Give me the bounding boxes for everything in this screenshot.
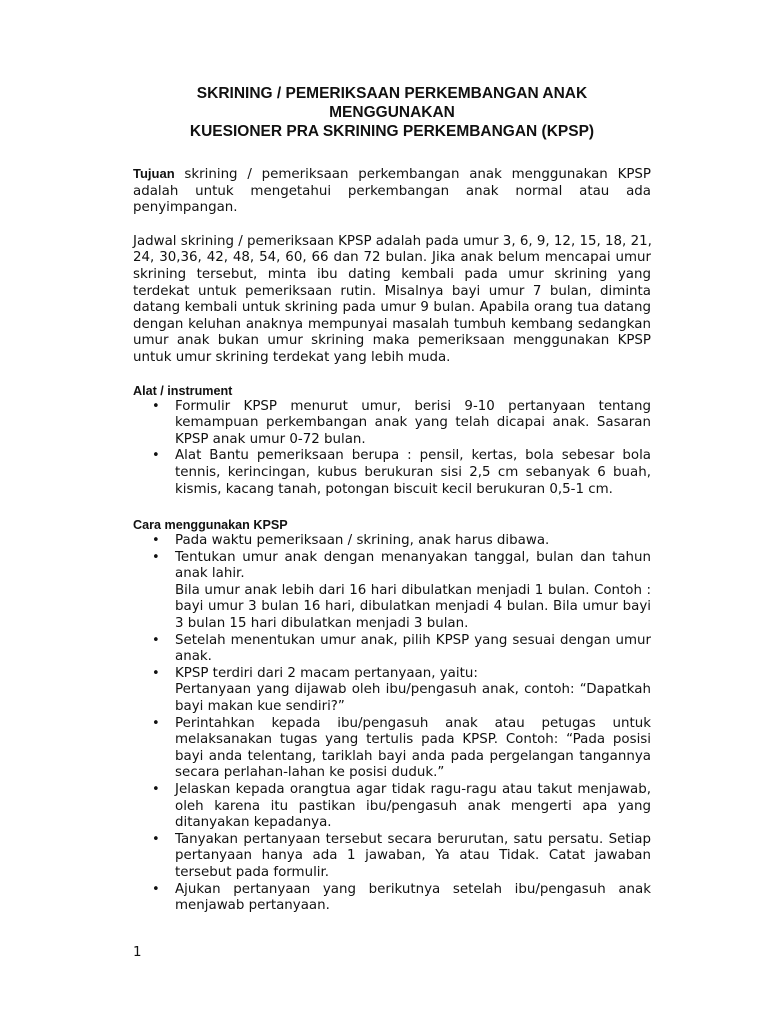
bullet-icon: • xyxy=(152,782,160,797)
title-line-1: SKRINING / PEMERIKSAAN PERKEMBANGAN ANAK xyxy=(196,85,588,102)
list-item: • Tanyakan pertanyaan tersebut secara berurutan, satu persatu. Setiap pertanyaan hanya ada 1 jawaban, Ya atau Tidak. Catat jawaban tersebut pada formulir. xyxy=(152,831,651,880)
jadwal-text: 24, 30,36, 42, 48, 54, 60, 66 dan 72 bulan. Jika anak belum mencapai umur skrining tersebut, minta ibu dating kembali pada umur skrining yang terdekat untuk pemeriksaan rutin. Misalnya bayi umur 7 bulan, diminta datang kembali untuk skrining pada umur 9 bulan. Apabila orang tua datang dengan keluhan anaknya mempunyai masalah tumbuh kembang sedangkan umur anak bukan umur skrining maka pemeriksaan menggunakan KPSP untuk umur skrining terdekat yang lebih muda. xyxy=(133,250,651,365)
bullet-icon: • xyxy=(152,632,160,648)
title-line-2: MENGGUNAKAN xyxy=(329,104,455,121)
list-item: • Setelah menentukan umur anak, pilih KPSP yang sesuai dengan umur anak. xyxy=(152,632,651,665)
bullet-icon: • xyxy=(152,398,160,414)
tujuan-paragraph xyxy=(133,166,651,217)
list-item: • KPSP terdiri dari 2 macam pertanyaan, yaitu: Pertanyaan yang dijawab oleh ibu/pengasuh anak, contoh: “Dapatkah bayi makan kue sendiri?” xyxy=(152,665,651,715)
list-item: • Ajukan pertanyaan yang berikutnya setelah ibu/pengasuh anak menjawab pertanyaan. xyxy=(152,881,651,914)
page-number: 1 xyxy=(133,945,142,960)
jadwal-paragraph xyxy=(133,234,651,367)
cara-list xyxy=(133,533,651,915)
list-item: • Perintahkan kepada ibu/pengasuh anak atau petugas untuk melaksanakan tugas yang tertulis pada KPSP. Contoh: “Pada posisi bayi anda telentang, tariklah bayi anda pada pergelangan tangannya secara perlahan-lahan ke posisi duduk.” xyxy=(152,715,651,781)
list-item: • Alat Bantu pemeriksaan berupa : pensil, kertas, bola sebesar bola tennis, kerincingan, kubus berukuran sisi 2,5 cm sebanyak 6 buah, kismis, kacang tanah, potongan biscuit kecil berukuran 0,5-1 cm. xyxy=(152,448,651,497)
bullet-icon: • xyxy=(152,665,160,681)
bullet-icon: • xyxy=(152,881,160,897)
jadwal-line-1: Jadwal skrining / pemeriksaan KPSP adalah pada umur 3, 6, 9, 12, 15, 18, 21, xyxy=(133,233,652,249)
list-item: • Jelaskan kepada orangtua agar tidak ragu-ragu atau takut menjawab, oleh karena itu pastikan ibu/pengasuh anak mengerti apa yang ditanyakan kepadanya. xyxy=(152,782,651,831)
document-title xyxy=(133,84,651,141)
bullet-icon: • xyxy=(152,715,160,731)
document-page xyxy=(133,84,651,915)
alat-heading: Alat / instrument xyxy=(133,383,233,398)
bullet-icon: • xyxy=(152,549,160,565)
bullet-icon: • xyxy=(152,533,160,549)
list-item: • Tentukan umur anak dengan menanyakan tanggal, bulan dan tahun anak lahir. Bila umur anak lebih dari 16 hari dibulatkan menjadi 1 bulan. Contoh : bayi umur 3 bulan 16 hari, dibulatkan menjadi 4 bulan. Bila umur bayi 3 bulan 15 hari dibulatkan menjadi 3 bulan. xyxy=(152,549,651,632)
tujuan-label: Tujuan xyxy=(133,166,175,181)
list-item: • Formulir KPSP menurut umur, berisi 9-10 pertanyaan tentang kemampuan perkembangan anak yang telah dicapai anak. Sasaran KPSP anak umur 0-72 bulan. xyxy=(152,398,651,447)
bullet-icon: • xyxy=(152,831,160,847)
bullet-icon: • xyxy=(152,448,160,464)
alat-list xyxy=(133,399,651,499)
cara-heading: Cara menggunakan KPSP xyxy=(133,518,288,533)
list-item: • Pada waktu pemeriksaan / skrining, anak harus dibawa. xyxy=(152,533,550,549)
title-line-3: KUESIONER PRA SKRINING PERKEMBANGAN (KPSP) xyxy=(189,123,595,140)
tujuan-text: skrining / pemeriksaan perkembangan anak menggunakan KPSP adalah untuk mengetahui perkembangan anak normal atau ada penyimpangan. xyxy=(133,167,651,216)
